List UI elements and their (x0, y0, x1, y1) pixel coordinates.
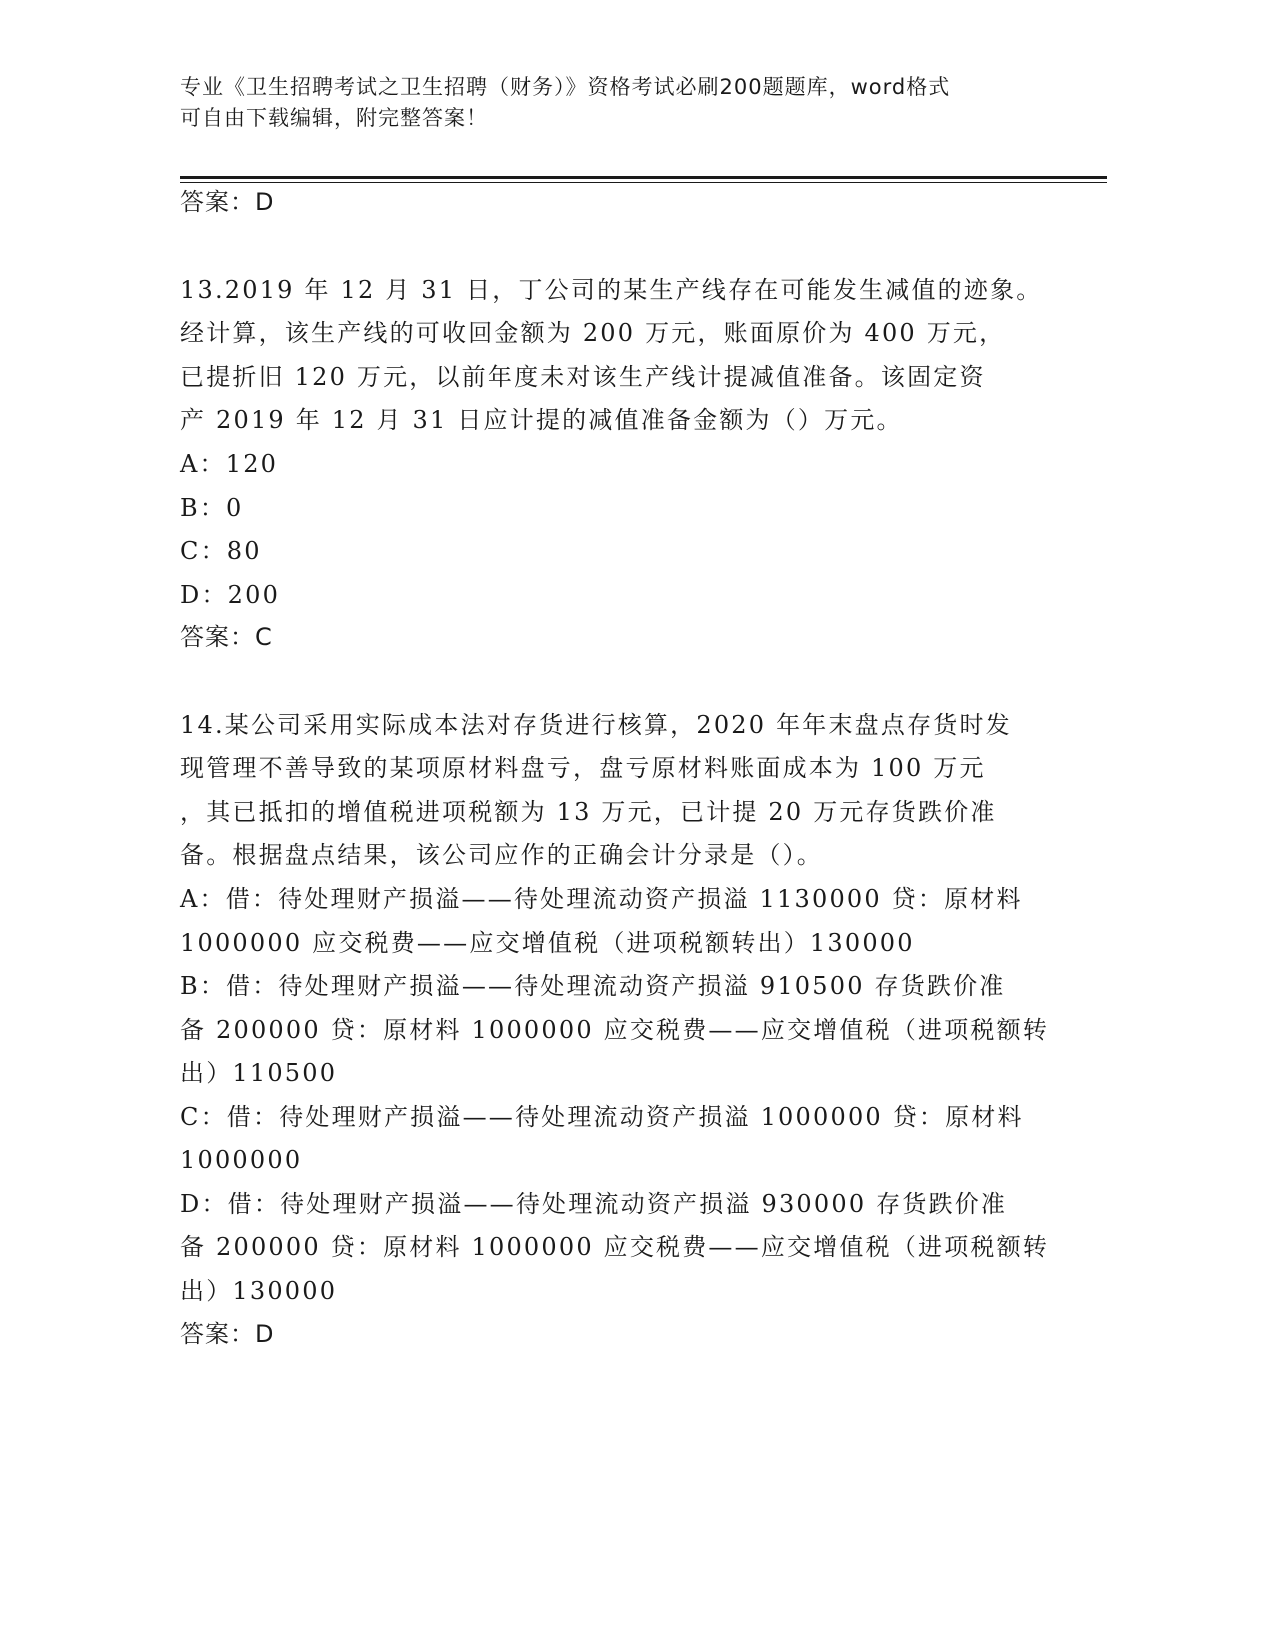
document-header (180, 72, 1060, 134)
q14-stem-line-4: 备。根据盘点结果，该公司应作的正确会计分录是（）。 (180, 841, 823, 869)
q13-stem-line-4: 产 2019 年 12 月 31 日应计提的减值准备金额为（）万元。 (180, 406, 903, 434)
q14-option-d-line-3: 出）130000 (180, 1277, 338, 1305)
q14-stem-line-2: 现管理不善导致的某项原材料盘亏，盘亏原材料账面成本为 100 万元 (180, 754, 986, 782)
q13-stem-line-3: 已提折旧 120 万元，以前年度未对该生产线计提减值准备。该固定资 (180, 363, 986, 391)
q14-option-d-line-2: 备 200000 贷：原材料 1000000 应交税费——应交增值税（进项税额转 (180, 1233, 1050, 1261)
header-line-1: 专业《卫生招聘考试之卫生招聘（财务）》资格考试必刷200题题库，word格式 (180, 75, 951, 99)
q14-option-a-line-2: 1000000 应交税费——应交增值税（进项税额转出）130000 (180, 929, 915, 957)
q14-option-b-line-1: B：借：待处理财产损溢——待处理流动资产损溢 910500 存货跌价准 (180, 972, 1006, 1000)
q13-option-d: D：200 (180, 581, 281, 609)
q14-option-c-line-1: C：借：待处理财产损溢——待处理流动资产损溢 1000000 贷：原材料 (180, 1103, 1024, 1131)
q14-option-b-line-2: 备 200000 贷：原材料 1000000 应交税费——应交增值税（进项税额转 (180, 1016, 1050, 1044)
q13-option-c: C：80 (180, 537, 262, 565)
q14-stem-line-3: ，其已抵扣的增值税进项税额为 13 万元，已计提 20 万元存货跌价准 (180, 798, 997, 826)
q13-option-b: B：0 (180, 494, 244, 522)
q13-stem-line-1: 13.2019 年 12 月 31 日，丁公司的某生产线存在可能发生减值的迹象。 (180, 276, 1043, 304)
q13-stem-line-2: 经计算，该生产线的可收回金额为 200 万元，账面原价为 400 万元， (180, 319, 1006, 347)
answer-q12: 答案：D (180, 188, 275, 216)
answer-q13: 答案：C (180, 623, 273, 651)
q14-option-a-line-1: A：借：待处理财产损溢——待处理流动资产损溢 1130000 贷：原材料 (180, 885, 1023, 913)
q13-option-a: A：120 (180, 450, 279, 478)
answer-q14: 答案：D (180, 1320, 275, 1348)
q14-option-d-line-1: D：借：待处理财产损溢——待处理流动资产损溢 930000 存货跌价准 (180, 1190, 1008, 1218)
q14-option-b-line-3: 出）110500 (180, 1059, 338, 1087)
q14-stem-line-1: 14.某公司采用实际成本法对存货进行核算，2020 年年末盘点存货时发 (180, 711, 1012, 739)
q14-option-c-line-2: 1000000 (180, 1146, 303, 1174)
header-divider-thin (180, 182, 1107, 183)
header-line-2: 可自由下载编辑，附完整答案！ (180, 106, 488, 130)
header-divider-thick (180, 176, 1107, 179)
